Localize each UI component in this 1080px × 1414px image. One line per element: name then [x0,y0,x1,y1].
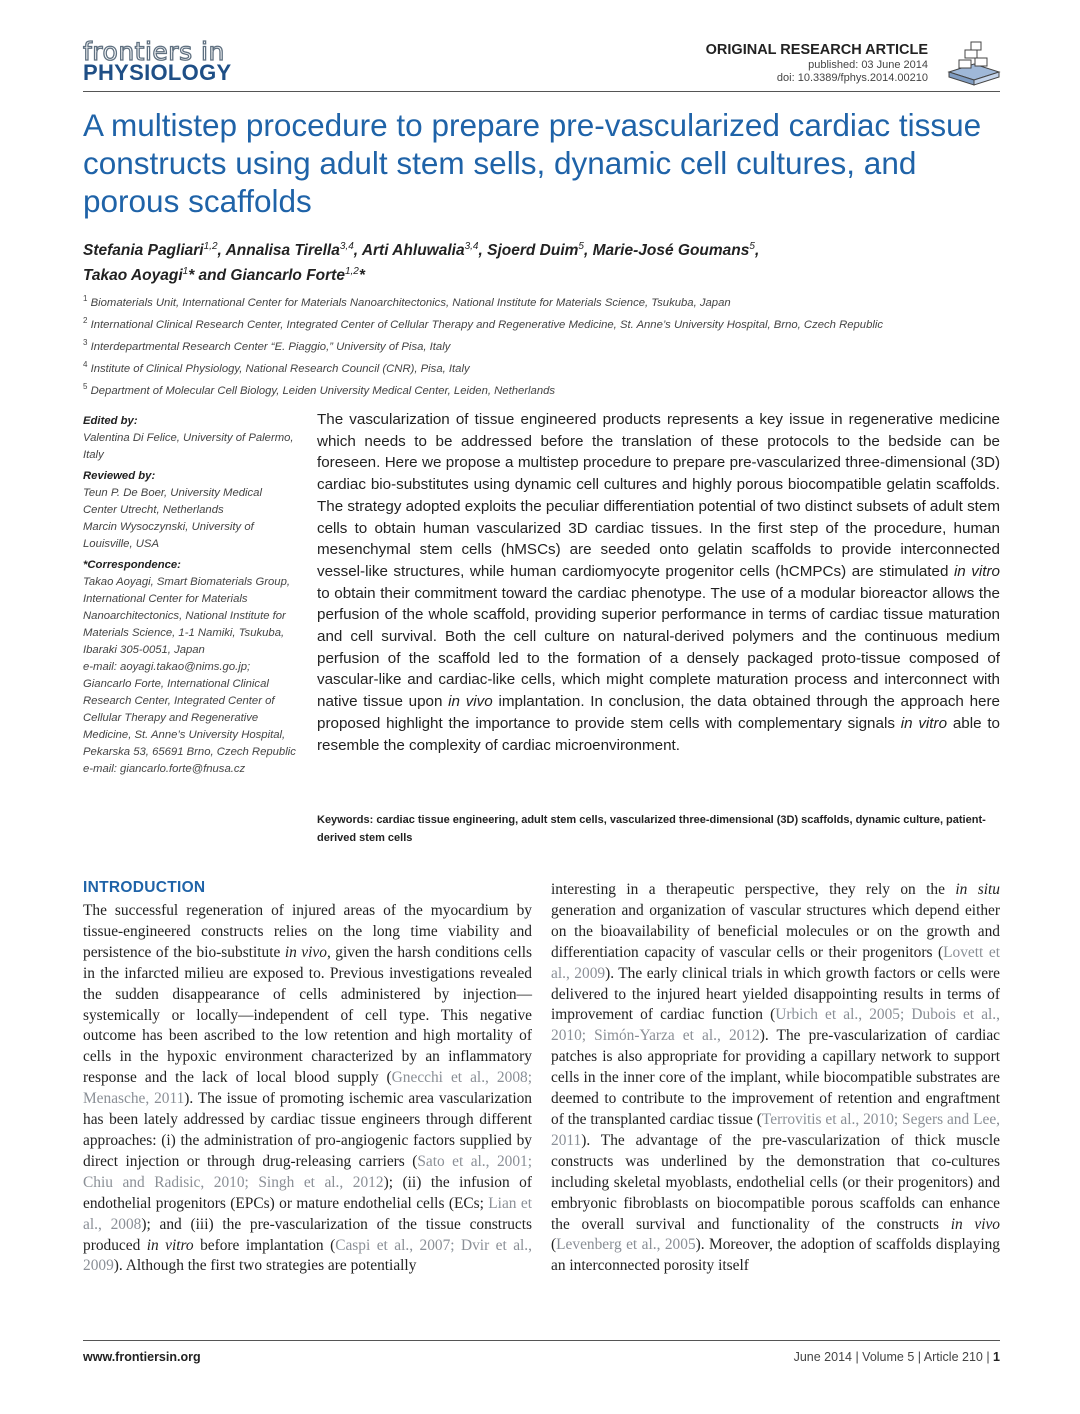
author-name: Takao Aoyagi [83,267,183,285]
author-name: Sjoerd Duim [487,242,579,260]
issue-info [794,1350,1000,1364]
body-italic: in vivo [950,1215,1001,1233]
author-affil: 1,2 [344,266,359,278]
page-number: 1 [993,1350,1000,1364]
body-text: ). The advantage of the pre-vascularization of thick muscle constructs was underlined by the demonstration that co-cultures including skeletal myoblasts, endothelial cells (or their progenitors) and embryonic fibroblasts on biocompatible porous scaffolds can enhance the overall survival and functionality of the constructs [551,1131,1000,1233]
reviewer-1: Teun P. De Boer, University Medical Center Utrecht, Netherlands [83,487,262,516]
affiliation [83,290,1013,312]
body-italic: in vitro [146,1236,194,1254]
citation-link[interactable]: Urbich et al., 2005; Dubois et al., 2010; Simón-Yarza et al., 2012 [551,1006,1000,1045]
abstract-text: The vascularization of tissue engineered products represents a key issue in regenerative medicine which needs to be addressed before the translation of these protocols to the bedside can be foreseen. Here we propose a multistep procedure to prepare pre-vascularized three-dimensional (3D) cardiac bio-substitutes using dynamic cell cultures and highly porous biocompatible gelatin scaffolds. The strategy adopted exploits the peculiar differentiation potential of two distinct subsets of adult stem cells to obtain human vascularized 3D cardiac tissues. In the first step of the procedure, human mesenchymal stem cells (hMSCs) are seeded onto gelatin scaffolds to provide interconnected vessel-like structures, while human cardiomyocyte progenitor cells (hCMPCs) are stimulated [317,411,1000,580]
author-list [83,236,983,286]
body-text: ). The issue of promoting ischemic area vascularization has been lately addressed by cardiac tissue engineers through different approaches: (i) the administration of pro-angiogenic factors supplied by direct injection or through drug-releasing carriers ( [83,1090,533,1170]
body-italic: in situ [955,881,1000,898]
correspondence-2: Giancarlo Forte, International Clinical Research Center, Integrated Center of Cellular Therapy and Regenerative Medicine, St. Anne’s University Hospital, Pekarska 53, 65691 Brno, Czech Republic [83,678,296,758]
correspondence-email-1[interactable]: e-mail: aoyagi.takao@nims.go.jp; [83,661,251,673]
abstract-text: implantation. In conclusion, the data obtained through the approach here proposed highlight the importance to provide stem cells with complementary signals [317,693,1000,732]
author-name: Marie-José Goumans [592,242,750,260]
affiliation-number: 5 [83,382,88,392]
body-text: ). The early clinical trials in which growth factors or cells were delivered to the injured heart yielded disappointing results in terms of improvement of cardiac function ( [551,964,1000,1024]
affiliation [83,378,1013,400]
article-title: A multistep procedure to prepare pre-vascularized cardiac tissue constructs using adult stem sells, dynamic cell cultures, and porous scaffolds [83,107,982,219]
affiliation-text: Department of Molecular Cell Biology, Leiden University Medical Center, Leiden, Netherlands [90,385,556,398]
abstract-text: able to resemble the complexity of cardiac microenvironment. [317,714,1000,754]
author-separator: , [583,242,593,260]
author-affil: 5 [749,241,755,252]
affiliation-number: 1 [83,294,88,303]
author-affil: 5 [578,241,584,252]
header-rule [83,91,1000,92]
author-separator: , [754,242,760,260]
keywords-label: Keywords: [317,814,374,826]
body-text: generation and organization of vascular structures which depend either on the bioavailability of beneficial molecules or on the growth and differentiation capacity of vascular cells or their progenitors ( [551,901,1000,961]
correspondence-1: Takao Aoyagi, Smart Biomaterials Group, International Center for Materials Nanoarchitectonics, National Institute for Materials Science, 1-1 Namiki, Tsukuba, Ibaraki 305-0051, Japan [83,576,290,656]
affiliation-number: 3 [83,338,88,348]
citation-link[interactable]: Gnecchi et al., 2008; Menasche, 2011 [83,1069,532,1108]
published-date: published: 03 June 2014 [808,59,928,71]
affiliation-text: Interdepartmental Research Center “E. Piaggio,” University of Pisa, Italy [90,340,451,353]
intro-column-right [551,880,1000,1277]
citation-link[interactable]: Caspi et al., 2007; Dvir et al., 2009 [83,1236,532,1275]
body-text: before implantation ( [193,1236,336,1254]
keywords [317,812,1000,847]
citation-link[interactable]: Sato et al., 2001; Chiu and Radisic, 2010; Singh et al., 2012 [83,1152,532,1191]
affiliation [83,312,1013,334]
keywords-text: cardiac tissue engineering, adult stem cells, vascularized three-dimensional (3D) scaffolds, dynamic culture, patient-derived stem cells [317,814,986,844]
journal-logo-bottom: PHYSIOLOGY [83,60,232,85]
abstract-italic: in vitro [953,562,1000,580]
correspondence-label: *Correspondence: [83,559,181,571]
article-type: ORIGINAL RESEARCH ARTICLE [705,42,928,58]
journal-website[interactable]: www.frontiersin.org [83,1350,201,1364]
abstract [317,409,1000,756]
body-text: ); and (iii) the pre-vascularization of the tissue constructs produced [83,1215,532,1254]
author-name: Arti Ahluwalia [361,242,465,260]
author-name: Annalisa Tirella [225,242,340,260]
affiliation-text: Institute of Clinical Physiology, National Research Council (CNR), Pisa, Italy [90,362,470,375]
citation-link[interactable]: Lovett et al., 2009 [551,943,1000,982]
abstract-text: to obtain their commitment toward the cardiac phenotype. The use of a modular bioreactor allows the perfusion of the whole scaffold, providing superior performance in terms of cardiac tissue maturation and cell survival. Both the cell culture on natural-derived polymers and the continuous medium perfusion of the scaffold led to the formation of a densely packaged proto-tissue composed of vascular-like and cardiac-like cells, which might complete maturation process and interconnect with native tissue upon [317,584,1000,711]
citation-link[interactable]: Lian et al., 2008 [83,1194,532,1233]
body-text: ). Although the first two strategies are potentially [113,1257,417,1275]
abstract-italic: in vitro [900,714,948,732]
doi: doi: 10.3389/fphys.2014.00210 [776,72,928,84]
correspondence-email-2[interactable]: e-mail: giancarlo.forte@fnusa.cz [83,763,246,775]
author-separator: * [358,267,365,285]
issue-text: June 2014 | Volume 5 | Article 210 | [793,1350,994,1364]
body-italic: in vivo [284,943,327,961]
author-name: Stefania Pagliari [83,242,204,260]
reviewed-by-label: Reviewed by: [83,470,156,482]
author-separator: * and [188,267,231,285]
author-separator: , [478,242,488,260]
author-affil: 3,4 [339,241,354,252]
author-name: Giancarlo Forte [230,267,345,285]
body-text: ). Moreover, the adoption of scaffolds displaying an interconnected porosity itself [551,1236,1000,1275]
citation-link[interactable]: Levenberg et al., 2005 [556,1236,696,1254]
journal-logo-top: frontiers in [83,37,225,66]
affiliation-text: International Clinical Research Center, Integrated Center of Cellular Therapy and Regenerative Medicine, St. Anne’s University Hospital, Brno, Czech Republic [90,318,884,331]
edited-by-label: Edited by: [83,415,138,427]
body-text: interesting in a therapeutic perspective, they rely on the [551,881,956,898]
author-affil: 1 [182,266,189,278]
affiliation-number: 2 [83,316,88,326]
intro-column-left [83,901,532,1277]
affiliation-number: 4 [83,360,88,370]
affiliation-text: Biomaterials Unit, International Center for Materials Nanoarchitectonics, National Institute for Materials Science, Tsukuba, Japan [90,296,731,309]
reviewer-2: Marcin Wysoczynski, University of Louisville, USA [83,521,254,550]
body-text: ( [551,1236,557,1254]
author-separator: , [217,242,226,260]
author-affil: 1,2 [203,241,218,252]
affiliation [83,334,1013,356]
edited-by-text: Valentina Di Felice, University of Palermo, Italy [83,432,294,461]
affiliation [83,356,1013,378]
body-text: ). The pre-vascularization of cardiac patches is also appropriate for providing a capillary network to support cells in the inner core of the implant, while biocompatible substrates are deemed to contribute to the improvement of retention and engraftment of the transplanted cardiac tissue ( [551,1027,1000,1128]
citation-link[interactable]: Terrovitis et al., 2010; Segers and Lee, 2011 [551,1110,1000,1149]
abstract-italic: in vivo [448,693,493,711]
article-meta [706,42,928,85]
affiliation-list [83,290,1013,400]
editorial-sidebar [83,413,298,782]
body-text: , given the harsh conditions cells in the infarcted milieu are exposed to. Previous investigations revealed the sudden disappearance of cells administered by injection—systemically or locally—independent of cell type. This negative outcome has been ascribed to the low retention and high mortality of cells in the hypoxic environment characterized by an inflammatory response and the lack of local blood supply ( [83,943,533,1087]
section-heading: INTRODUCTION [83,879,206,896]
author-separator: , [353,242,362,260]
author-affil: 3,4 [464,241,479,252]
stacked-layers-icon [945,38,1003,86]
footer-rule [83,1340,1000,1341]
body-text: ); (ii) the infusion of endothelial progenitors (EPCs) or mature endothelial cells (ECs; [83,1173,532,1212]
body-text: The successful regeneration of injured areas of the myocardium by tissue-engineered constructs relies on the long time viability and persistence of the bio-substitute [83,902,532,961]
